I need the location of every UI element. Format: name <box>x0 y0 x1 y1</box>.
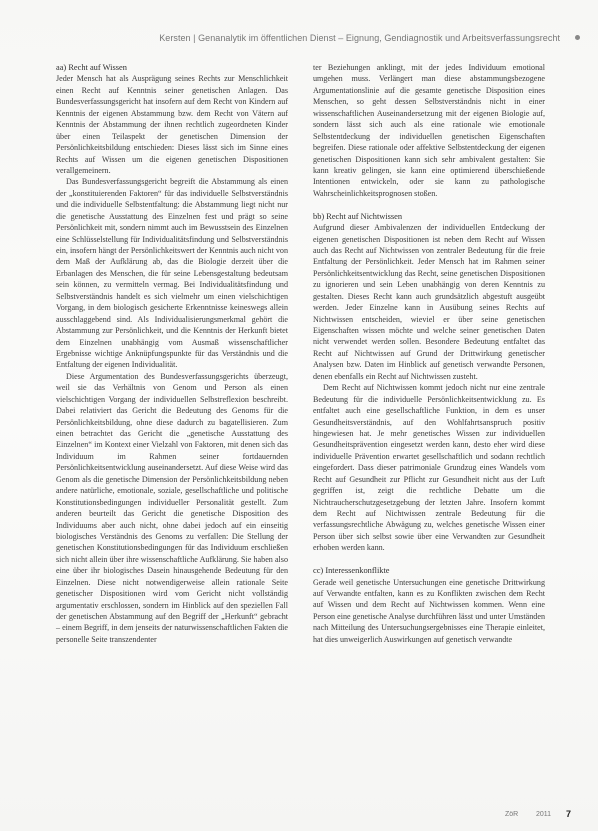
section-spacer <box>313 554 545 565</box>
paragraph: ter Beziehungen anklingt, mit der jedes Individuum emotional umgehen muss. Verlängert man diese abstammungsbezogene Argumentationslinie auf die gesamte genetische Disposition eines Menschen, so geht dessen Selbstverständnis nicht in einer wissenschaftlichen Auseinandersetzung mit der eigenen Biologie auf, sondern lässt sich auch als eine rationale wie emotionale Selbstentdeckung der individuellen genetischen Eigenschaften begreifen. Diese rationale oder affektive Selbstentdeckung der eigenen genetischen Dispositionen kann sich sehr ambivalent gestalten: Sie kann kreativ gelingen, sie kann eine optimierend überschießende Intentionen entwickeln, oder sie kann zu pathologische Wahrscheinlichkeitsprognosen stoßen. <box>313 63 545 198</box>
running-title: Kersten | Genanalytik im öffentlichen Dienst – Eignung, Gendiagnostik und Arbeitsverfassungsrecht <box>159 33 560 43</box>
paragraph: Dem Recht auf Nichtwissen kommt jedoch nicht nur eine zentrale Bedeutung für die individuelle Persönlichkeitsentwicklung zu. Es entfaltet auch eine gesellschaftliche Funktion, in dem es unser Gesundheitsverständnis, auf den Wohlfahrtsanspruch positiv hingewiesen hat. Je mehr genetisches Wissen zur individuellen Gesundheitsprävention eingesetzt werden kann, desto eher wird diese individuelle Prävention erwartet gesellschaftlich und sodann rechtlich eingefordert. Dass dieser patrimoniale Grundzug eines Wandels vom Recht auf Gesundheit zur Pflicht zur Gesundheit nicht aus der Luft gegriffen ist, zeigt die rechtliche Debatte um die Nichtraucherschutzgesetzgebung der letzten Jahre. Insofern kommt dem Recht auf Nichtwissen zentrale Bedeutung für die verfassungsrechtliche Abwägung zu, welches genetische Wissen einer Person über sich selbst sowie über eine Verwandten zur Gesundheit erhoben werden kann. <box>313 383 545 553</box>
left-column <box>56 62 288 645</box>
page-header <box>0 0 598 52</box>
paragraph: Das Bundesverfassungsgericht begreift die Abstammung als einen der „konstituierenden Faktoren“ für das individuelle Selbstverständnis und die individuelle Selbstentfaltung: die Abstammung liegt nicht nur die genetische Ausstattung des Einzelnen fest und prägt so seine Persönlichkeit mit, sondern nimmt auch im Bewusstsein des Einzelnen eine Schlüsselstellung für Individualitätsfindung und Selbstverständnis ein, insofern hängt der Persönlichkeitswert der Kenntnis auch nicht von dem Maß der Aufklärung ab, das die Biologie derzeit über die Erbanlagen des Menschen, die für seine Lebensgestaltung bedeutsam sein können, zu vermitteln vermag. Bei Individualitätsfindung und Selbstverständnis handelt es sich vielmehr um einen vielschichtigen Vorgang, in dem biologisch gesicherte Erkenntnisse keineswegs allein ausschlaggebend sind. Als Individualisierungsmerkmal gehört die Abstammung zur Persönlichkeit, und die Kenntnis der Herkunft bietet dem Einzelnen unabhängig vom Ausmaß wissenschaftlicher Ergebnisse wichtige Anknüpfungspunkte für das Verständnis und die Entfaltung der eigenen Individualität. <box>56 177 288 370</box>
paragraph: Gerade weil genetische Untersuchungen eine genetische Drittwirkung auf Verwandte entfalten, kann es zu Konflikten zwischen dem Recht auf Wissen und dem Recht auf Nichtwissen kommen. Wenn eine Person eine genetische Analyse durchführen lässt und unter Umständen nach Mitteilung des Untersuchungsergebnisses eine Therapie einleitet, hat dies unweigerlich Auswirkungen auf genetisch verwandte <box>313 577 545 644</box>
footer-year: 2011 <box>536 811 552 818</box>
section-heading-interessenkonflikte: cc) Interessenkonflikte <box>313 566 390 576</box>
section-spacer <box>313 199 545 210</box>
header-bullet-icon <box>575 35 580 40</box>
section-heading-recht-auf-wissen: aa) Recht auf Wissen <box>56 63 127 72</box>
footer-journal: ZöR <box>505 811 519 818</box>
page-number: 7 <box>566 809 572 819</box>
paragraph: Diese Argumentation des Bundesverfassungsgerichts überzeugt, weil sie das Verhältnis von Genom und Person als einen vielschichtigen Vorgang der individuellen Selbstreflexion beschreibt. Dabei relativiert das Gericht die Bedeutung des Genoms für die Persönlichkeitsbildung, ohne diese dadurch zu bagatellisieren. Zum einen betrachtet das Gericht die „genetische Ausstattung des Einzelnen“ im Kontext einer Vielzahl von Faktoren, mit denen sich das Individuum im Rahmen seiner fortdauernden Persönlichkeitsentwicklung auseinandersetzt. Auf diese Weise wird das Genom als die genetische Dimension der Persönlichkeitsbildung neben andere natürliche, emotionale, soziale, gesellschaftliche und politische Konstitutionsbedingungen individueller Personalität gestellt. Zum anderen beurteilt das Gericht die genetische Disposition des Individuums aber auch nicht, ohne dabei jedoch auf ein einseitig biologisches Verständnis des Genoms zu verfallen: Die Stellung der genetischen Konstitutionsbedingungen für das Individuum erschließen sich nicht allein über ihre wissenschaftliche Aufklärung. Sie haben also eine über ihr biologisches Dasein hinausgehende Bedeutung für den Einzelnen. Diese nicht notwendigerweise allein rationale Seite genetischer Dispositionen wird vom Gericht nicht vollständig argumentativ erschlossen, sondern im Hinblick auf den speziellen Fall der genetischen Abstammung auf den Begriff der „Herkunft“ gebracht – einem Begriff, in dem jenseits der naturwissenschaftlichen Fakten die personelle Seite transzendenter <box>56 371 288 644</box>
paragraph: Jeder Mensch hat als Ausprägung seines Rechts zur Menschlichkeit einen Recht auf Kenntnis seiner genetischen Anlagen. Das Bundesverfassungsgericht hat insofern auf dem Recht von Kindern auf Kenntnis der eigenen Abstammung bzw. dem Recht von Vätern auf Kenntnis der Abstammung der ihnen rechtlich zugeordneten Kinder über einen Teilaspekt der genetischen Dimension der Persönlichkeitsbildung entschieden: Dieses lässt sich im Sinne eines Rechts auf Wissen um die eigenen genetischen Dispositionen verallgemeinern. <box>56 74 288 175</box>
right-column <box>313 62 545 645</box>
paragraph: Aufgrund dieser Ambivalenzen der individuellen Entdeckung der eigenen genetischen Dispositionen ist neben dem Recht auf Wissen auch das Recht auf Nichtwissen von zentraler Bedeutung für die freie Entfaltung der Persönlichkeit. Jeder Mensch hat im Rahmen seiner Persönlichkeitsentwicklung das Recht, seine genetischen Dispositionen zu ignorieren und sein Leben unabhängig von deren Kenntnis zu gestalten. Dieses Recht kann auch grundsätzlich abgestuft ausgeübt werden. Jeder Einzelne kann in Ausübung seines Rechts auf Nichtwissen entscheiden, wieviel er über seine genetischen Eigenschaften wissen möchte und welche seiner genetischen Daten nicht verwendet werden sollen. Besondere Bedeutung entfaltet das Recht auf Nichtwissen auf Grund der Drittwirkung genetischer Analysen bzw. Daten im Hinblick auf genetisch verwandte Personen, denen ebenfalls ein Recht auf Nichtwissen zusteht. <box>313 223 545 381</box>
section-heading-recht-auf-nichtwissen: bb) Recht auf Nichtwissen <box>313 211 403 221</box>
